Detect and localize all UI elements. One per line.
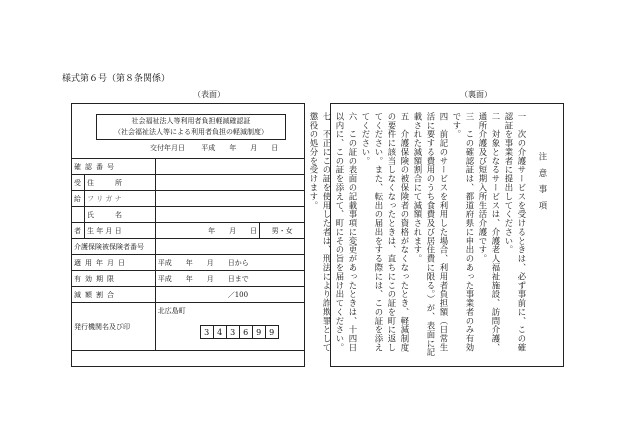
issuer-code-digit: 3 [226, 325, 240, 339]
apply-date-value: 平成 年 月 日から [155, 255, 304, 271]
name-label: 氏 名 [84, 207, 155, 223]
issuer-code-digit: 9 [252, 325, 266, 339]
insured-number-field [155, 239, 304, 255]
issuer-code-digit: 3 [200, 325, 214, 339]
recipient-label-2: 給 [72, 191, 85, 207]
card-title-line2: （社会福祉法人等による利用者負担の軽減制度） [114, 128, 268, 136]
apply-date-label: 適用年月日 [72, 255, 156, 271]
issuer-cell [155, 303, 304, 351]
issuer-code-digit: 9 [265, 325, 279, 339]
form-number: 様式第６号（第８条関係） [62, 74, 171, 84]
note-item: 五 介護保険の被保険者の資格がなくなったとき、軽減制度の要件に該当しなくなったときは、直ちにこの証を町に返してください。また、転出の届出をする際には、この証を添えてください。 [361, 112, 410, 353]
back-caption: （裏面） [460, 90, 492, 99]
note-item: 七 不正にこの証を使用した者は、刑法により詐欺罪として懲役の処分を受けます。 [309, 112, 332, 353]
note-item: 六 この証の表面の記載事項に変更があったときは、十四日以内に、この証を添えて、町にその旨を届け出てください。 [335, 112, 358, 353]
valid-until-label: 有効期限 [72, 271, 156, 287]
issue-date-label: 交付年月日 [150, 144, 185, 152]
note-item: 四 前記のサービスを利用した場合、利用者負担額（日常生活に要する費用のうち食費及び居住費に限る。）が、表面に記載された減額割合にて減額されます。 [413, 112, 449, 357]
back-card [309, 103, 564, 367]
reduction-rate-value: ／100 [155, 287, 304, 303]
notes-title: 注意事項 [538, 152, 548, 218]
issuer-code-digit: 6 [239, 325, 253, 339]
recipient-label-4: 者 [72, 223, 85, 239]
furigana-field [155, 191, 304, 207]
valid-until-value: 平成 年 月 日まで [155, 271, 304, 287]
reduction-rate-label: 減額割合 [72, 287, 156, 303]
address-label: 住 所 [84, 175, 155, 191]
issuer-code-digit: 4 [213, 325, 227, 339]
gender-value: 男・女 [260, 223, 305, 239]
issuer-code [200, 325, 302, 339]
recipient-label-1: 受 [72, 175, 85, 191]
birthdate-label: 生 年 月 日 [84, 223, 155, 239]
note-item: 二 対象となるサービスは、介護老人福祉施設、訪問介護、通所介護及び短期入所生活介護です。 [478, 112, 501, 353]
furigana-label: フ リ ガ ナ [84, 191, 155, 207]
confirmation-number-field [155, 159, 304, 175]
insured-number-label: 介護保険被保険者番号 [72, 239, 156, 255]
note-item: 一 次の介護サービスを受けるときは、必ず事前に、この確認証を事業者に提出してください。 [504, 112, 527, 353]
birthdate-value: 年 月 日 [155, 223, 259, 239]
card-title [96, 114, 286, 140]
address-field [155, 175, 304, 191]
issue-date-row [150, 143, 278, 153]
recipient-label-3 [72, 207, 85, 223]
front-caption: （表面） [193, 90, 225, 99]
name-field [155, 207, 304, 223]
issuer-name: 北広島町 [157, 307, 186, 315]
issue-date-value: 平成 年 月 日 [201, 144, 279, 152]
confirmation-number-label: 確認番号 [72, 159, 156, 175]
note-item: 三 この確認証は、都道府県に申出のあった事業者のみ有効です。 [452, 112, 475, 353]
notes-text [307, 112, 549, 358]
front-table [71, 158, 305, 351]
card-title-line1: 社会福祉法人等利用者負担軽減確認証 [131, 117, 251, 125]
issuer-label: 発行機関名及び印 [72, 303, 156, 351]
